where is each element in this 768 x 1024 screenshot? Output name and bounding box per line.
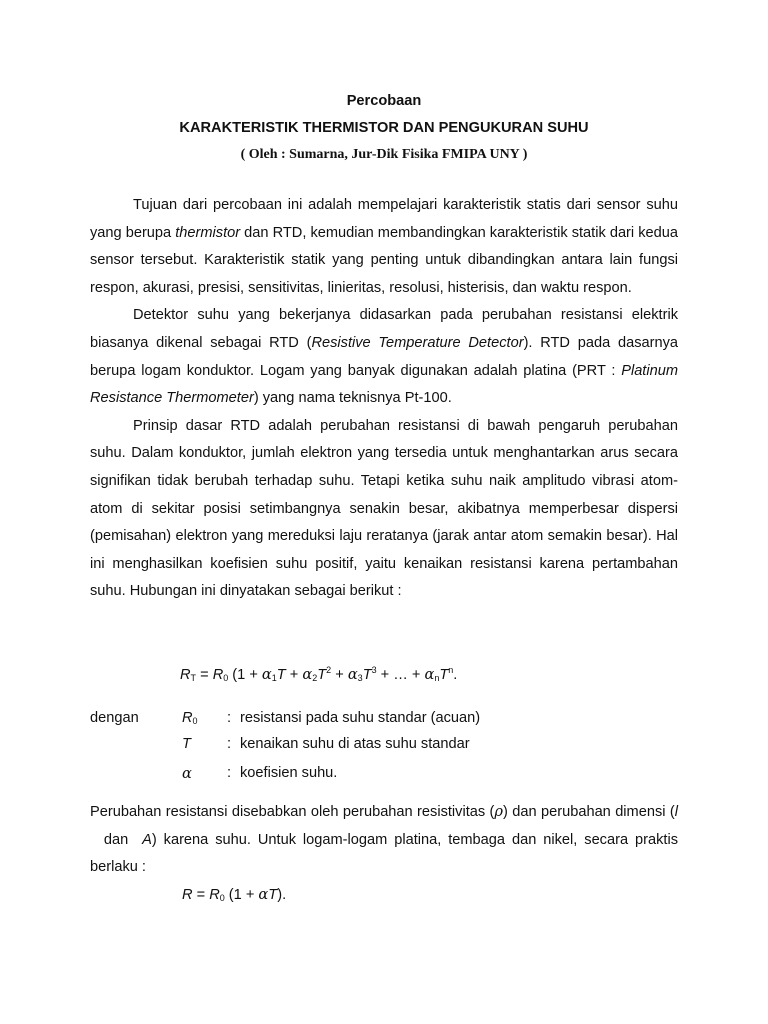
definition-symbol: T bbox=[182, 736, 191, 752]
body-text-2 bbox=[90, 798, 678, 882]
definition-text: koefisien suhu. bbox=[240, 765, 338, 781]
definition-symbol: α bbox=[182, 765, 192, 782]
definition-symbol: $R_0$ bbox=[182, 710, 198, 726]
formula-rt: $R_T = R_0$ ($1 + \alpha_1T + \alpha_2T^2 + \alpha_3T^3$ + … + $\alpha_nT^n$. bbox=[180, 665, 458, 683]
definition-colon: : bbox=[227, 736, 232, 752]
doc-kind: Percobaan bbox=[346, 93, 422, 109]
doc-author: ( Oleh : Sumarna, Jur-Dik Fisika FMIPA UNY ) bbox=[240, 147, 528, 162]
body-text-1 bbox=[90, 192, 678, 606]
paragraph-detektor: Detektor suhu yang bekerjanya didasarkan pada perubahan resistansi elektrik biasanya dikenal sebagai RTD (Resistive Temperature Detector). RTD pada dasarnya berupa logam konduktor. Logam yang banyak digunakan adalah platina (PRT : Platinum Resistance Thermometer) yang nama teknisnya Pt-100. bbox=[90, 307, 679, 407]
paragraph-prinsip: Prinsip dasar RTD adalah perubahan resistansi di bawah pengaruh perubahan suhu. Dalam konduktor, jumlah elektron yang tersedia untuk menghantarkan arus secara signifikan tidak berubah terhadap suhu. Tetapi ketika suhu naik amplitudo vibrasi atom-atom di sekitar posisi setimbangnya senakin besar, akibatnya memperbesar dispersi (pemisahan) elektron yang mereduksi laju reratanya (jarak antar atom semakin besar). Hal ini menghasilkan koefisien suhu positif, yaitu kenaikan resistansi karena pertambahan suhu. Hubungan ini dinyatakan sebagai berikut : bbox=[90, 417, 678, 600]
definition-colon: : bbox=[227, 765, 232, 781]
paragraph-perubahan: Perubahan resistansi disebabkan oleh perubahan resistivitas (ρ) dan perubahan dimensi (l dan A) karena suhu. Untuk logam-logam platina, tembaga dan nikel, secara praktis berlaku : bbox=[90, 803, 678, 876]
definition-colon: : bbox=[227, 710, 232, 726]
doc-title: KARAKTERISTIK THERMISTOR DAN PENGUKURAN SUHU bbox=[179, 120, 589, 136]
dengan-label: dengan bbox=[90, 710, 139, 726]
definition-text: kenaikan suhu di atas suhu standar bbox=[240, 736, 470, 752]
formula-r: $R = R_0$ (1 + αT). bbox=[182, 886, 287, 903]
paragraph-tujuan: Tujuan dari percobaan ini adalah mempelajari karakteristik statis dari sensor suhu yang berupa thermistor dan RTD, kemudian membandingkan karakteristik statik dari kedua sensor tersebut. Karakteristik statik yang penting untuk dibandingkan antara lain fungsi respon, akurasi, presisi, sensitivitas, linieritas, resolusi, histerisis, dan waktu respon. bbox=[90, 197, 678, 296]
definition-text: resistansi pada suhu standar (acuan) bbox=[240, 710, 481, 726]
